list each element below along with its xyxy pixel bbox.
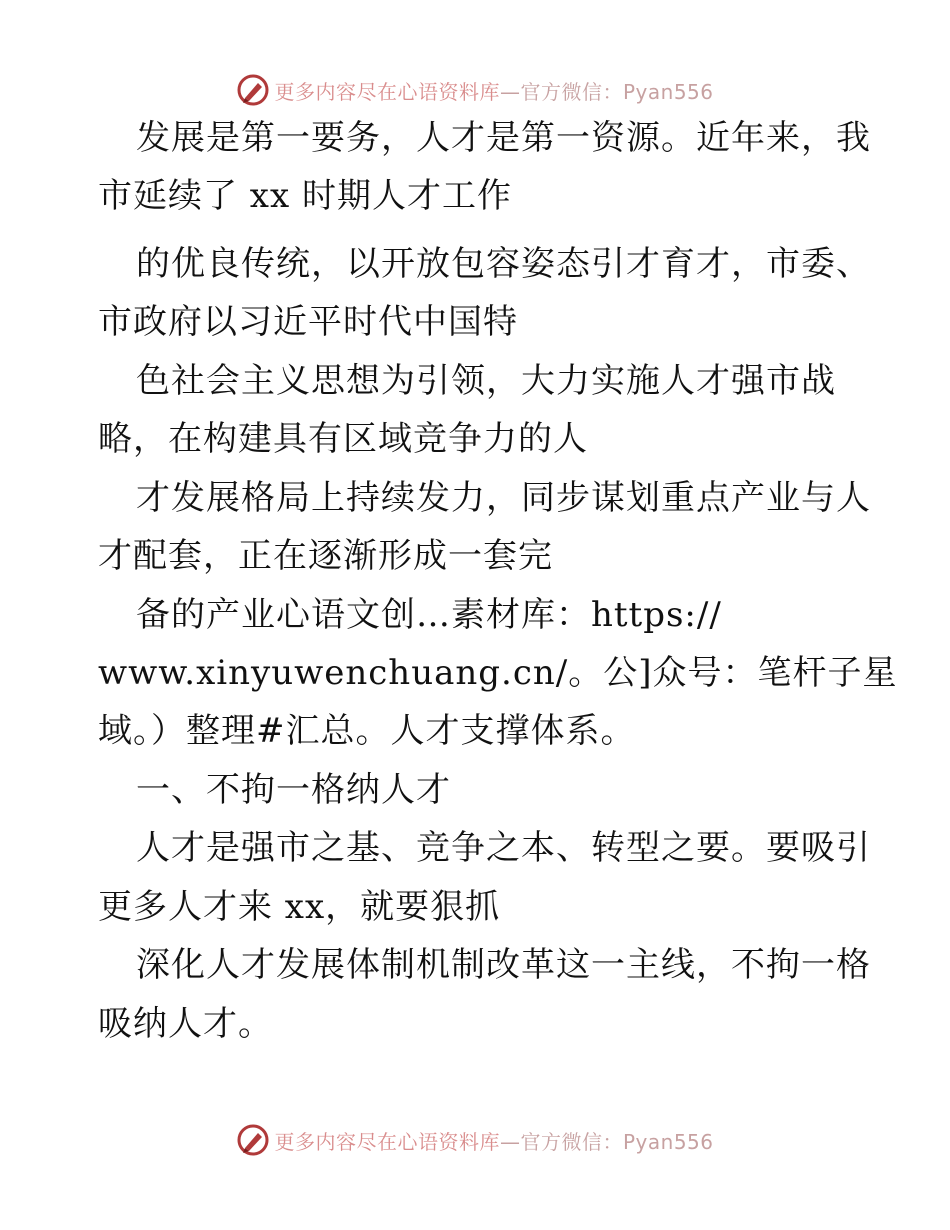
pen-logo-icon [236,1123,270,1157]
header-watermark [0,70,950,110]
body-line: 略，在构建具有区域竞争力的人 [98,419,588,459]
body-line: www.xinyuwenchuang.cn/。公]众号：笔杆子星 [98,653,898,693]
body-line: 更多人才来 xx，就要狠抓 [98,887,501,927]
body-line: 才配套，正在逐渐形成一套完 [98,536,553,576]
section-heading: 一、不拘一格纳人才 [136,770,451,810]
body-line: 域。）整理#汇总。人才支撑体系。 [98,711,636,751]
body-line: 才发展格局上持续发力，同步谋划重点产业与人 [136,478,871,518]
body-line: 市政府以习近平时代中国特 [98,302,518,342]
body-line: 人才是强市之基、竞争之本、转型之要。要吸引 [136,828,871,868]
body-line: 色社会主义思想为引领，大力实施人才强市战 [136,361,836,401]
body-line: 发展是第一要务，人才是第一资源。近年来，我 [136,118,871,158]
body-line: 的优良传统，以开放包容姿态引才育才，市委、 [136,244,871,284]
footer-watermark-text: 更多内容尽在心语资料库—官方微信：Pyan556 [274,1129,714,1154]
body-line: 吸纳人才。 [98,1004,273,1044]
pen-logo-icon [236,73,270,107]
body-line: 深化人才发展体制机制改革这一主线，不拘一格 [136,945,871,985]
body-line: 市延续了 xx 时期人才工作 [98,176,512,216]
footer-watermark [0,1120,950,1160]
header-watermark-text: 更多内容尽在心语资料库—官方微信：Pyan556 [274,79,714,104]
body-line: 备的产业心语文创…素材库：https:// [136,595,722,635]
